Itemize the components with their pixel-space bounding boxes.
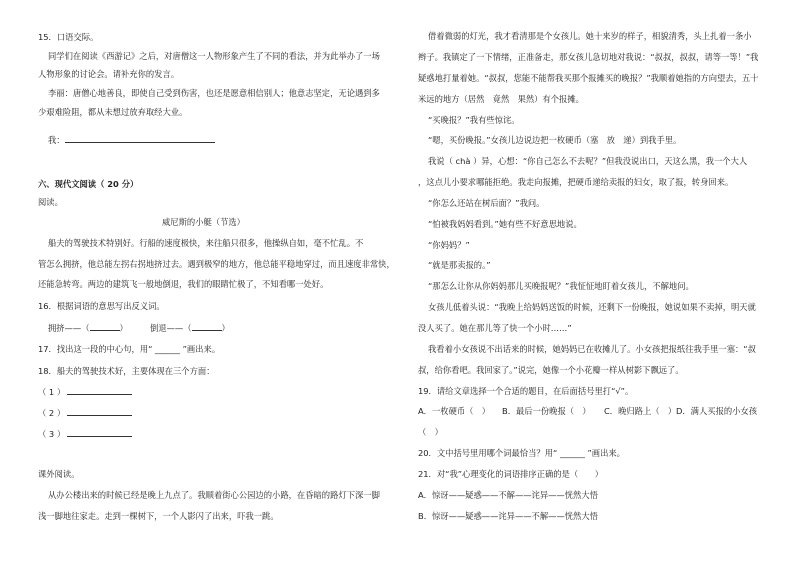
paragraph-line: 我看着小女孩说不出话来的时候，她妈妈已在收摊儿了。小女孩把报纸往我手里一塞：“叔 xyxy=(428,344,756,354)
q21-title: 21．对“我”心理变化的词语排序正确的是（ ） xyxy=(418,469,604,479)
q15-answer-line[interactable] xyxy=(48,134,215,146)
paragraph-line: 李丽：唐僧心地善良，即使自己受到伤害，也还是愿意相信别人；他意志坚定，无论遇到多 xyxy=(48,88,380,98)
paragraph-line: 没人买了。她在那儿等了快一个小时……” xyxy=(418,323,572,333)
q18-blank[interactable] xyxy=(67,428,132,437)
paragraph-line: 借着微弱的灯光，我才看清那是个女孩儿。她十来岁的样子，相貌清秀，头上扎着一条小 xyxy=(428,31,752,41)
paragraph-line: “那怎么让你从你妈妈那儿买晚报呢？”我怔怔地盯着女孩儿，不解地问。 xyxy=(428,281,694,291)
read-label: 阅读。 xyxy=(38,197,63,207)
paragraph-line: “买晚报？”我有些惊诧。 xyxy=(428,115,520,125)
q19-option-d-bracket[interactable]: （ ） xyxy=(418,427,443,437)
paragraph-line: 辫子。我镇定了一下情绪，正准备走，那女孩儿急切地对我说：“叔叔，叔叔，请等一等！”我 xyxy=(418,52,759,62)
q18-title: 18．船夫的驾驶技术好，主要体现在三个方面： xyxy=(38,366,215,376)
paragraph-line: “嗯，买份晚报。”女孩儿边说边把一枚硬币（塞 放 递）到我手里。 xyxy=(428,135,682,145)
q21-option-a[interactable]: A．惊讶——疑惑——不解——诧异——恍然大悟 xyxy=(418,490,598,500)
q16-b-label: 倒退——（ xyxy=(150,323,192,333)
q20-title: 20．文中括号里用哪个词最恰当？用“ ______ ”画出来。 xyxy=(418,448,625,458)
q19-option-c[interactable]: C．晚归路上（ ） xyxy=(604,406,677,416)
q19-option-d[interactable]: D．满人买报的小女孩 xyxy=(676,406,758,416)
q18-item-label: （ 3 ） xyxy=(38,429,66,439)
paragraph-line: 从办公楼出来的时候已经是晚上九点了。我顺着街心公园边的小路，在昏暗的路灯下深一脚 xyxy=(48,490,380,500)
paragraph-line: 同学们在阅读《西游记》之后，对唐僧这一人物形象产生了不同的看法，并为此举办了一场 xyxy=(48,51,380,61)
q16-b-end: ） xyxy=(221,323,230,333)
q18-item-label: （ 1 ） xyxy=(38,387,66,397)
paragraph-line: “你妈妈？” xyxy=(428,240,470,250)
q18-item-3 xyxy=(38,428,132,440)
left-column xyxy=(38,0,393,561)
q19-title: 19．请给文章选择一个合适的题目，在后面括号里打“√”。 xyxy=(418,386,634,396)
passage-title: 威尼斯的小艇（节选） xyxy=(162,217,245,227)
paragraph-line: 米远的地方（居然 竟然 果然）有个报摊。 xyxy=(418,94,584,104)
paragraph-line: “就是那卖报的。” xyxy=(428,260,491,270)
q15-title: 15．口语交际。 xyxy=(38,32,99,42)
paragraph-line: 船夫的驾驶技术特别好。行船的速度极快，来往船只很多，他操纵自如，毫不忙乱。不 xyxy=(48,238,364,248)
right-column xyxy=(418,0,768,561)
q16-item-b xyxy=(150,322,230,334)
q16-a-blank[interactable] xyxy=(90,322,120,331)
q19-option-a[interactable]: A．一枚硬币（ ） xyxy=(418,406,491,416)
q17-title: 17．找出这一段的中心句，用“ ______ ”画出来。 xyxy=(38,344,221,354)
q16-b-blank[interactable] xyxy=(192,322,222,331)
extra-reading-label: 课外阅读。 xyxy=(38,469,80,479)
q18-blank[interactable] xyxy=(67,407,132,416)
q18-item-2 xyxy=(38,407,132,419)
q18-item-1 xyxy=(38,386,132,398)
paragraph-line: 浅一脚地往家走。走到一棵树下，一个人影闪了出来，吓我一跳。 xyxy=(38,511,279,521)
q16-a-end: ） xyxy=(119,323,128,333)
q18-blank[interactable] xyxy=(67,386,132,395)
paragraph-line: 女孩儿低着头说：“我晚上给妈妈送饭的时候，还剩下一份晚报，她说如果不卖掉，明天就 xyxy=(428,302,756,312)
q21-option-b[interactable]: B．惊讶——疑惑——诧异——不解——恍然大悟 xyxy=(418,511,598,521)
paragraph-line: 叔，给你看吧。我回家了。”说完，她像一个小花瓣一样从树影下飘远了。 xyxy=(418,365,684,375)
paragraph-line: 疑惑地打量着她。“叔叔，您能不能帮我买那个报摊买的晚报？”我顺着她指的方向望去，五十 xyxy=(418,73,759,83)
paragraph-line: 管怎么拥挤，他总能左拐右拐地挤过去。遇到极窄的地方，他总能平稳地穿过，而且速度非常快， xyxy=(38,259,395,269)
paragraph-line: 还能急转弯。两边的建筑飞一般地倒退，我们的眼睛忙极了，不知看哪一处好。 xyxy=(38,279,329,289)
paragraph-line: 少艰难险阻，都从未想过放弃取经大业。 xyxy=(38,107,188,117)
answer-blank[interactable] xyxy=(65,134,215,143)
paragraph-line: 人物形象的讨论会。请补充你的发言。 xyxy=(38,69,180,79)
answer-label: 我： xyxy=(48,135,65,145)
q16-item-a xyxy=(48,322,128,334)
paragraph-line: 我说（ chà ）异，心想：“你自己怎么不去呢？”但我没说出口，天这么黑，我一个大人 xyxy=(428,156,748,166)
q16-a-label: 拥挤——（ xyxy=(48,323,90,333)
q19-option-b[interactable]: B．最后一份晚报（ ） xyxy=(502,406,591,416)
paragraph-line: “你怎么还站在树后面？”我问。 xyxy=(428,198,545,208)
q16-title: 16．根据词语的意思写出反义词。 xyxy=(38,301,165,311)
section-six-title: 六、现代文阅读（ 20 分） xyxy=(38,179,139,189)
paragraph-line: ，这点儿小要求哪能拒绝。我走向报摊，把硬币递给卖报的妇女，取了报，转身回来。 xyxy=(418,177,734,187)
q18-item-label: （ 2 ） xyxy=(38,408,66,418)
paragraph-line: “怕被我妈妈看到。”她有些不好意思地说。 xyxy=(428,219,582,229)
